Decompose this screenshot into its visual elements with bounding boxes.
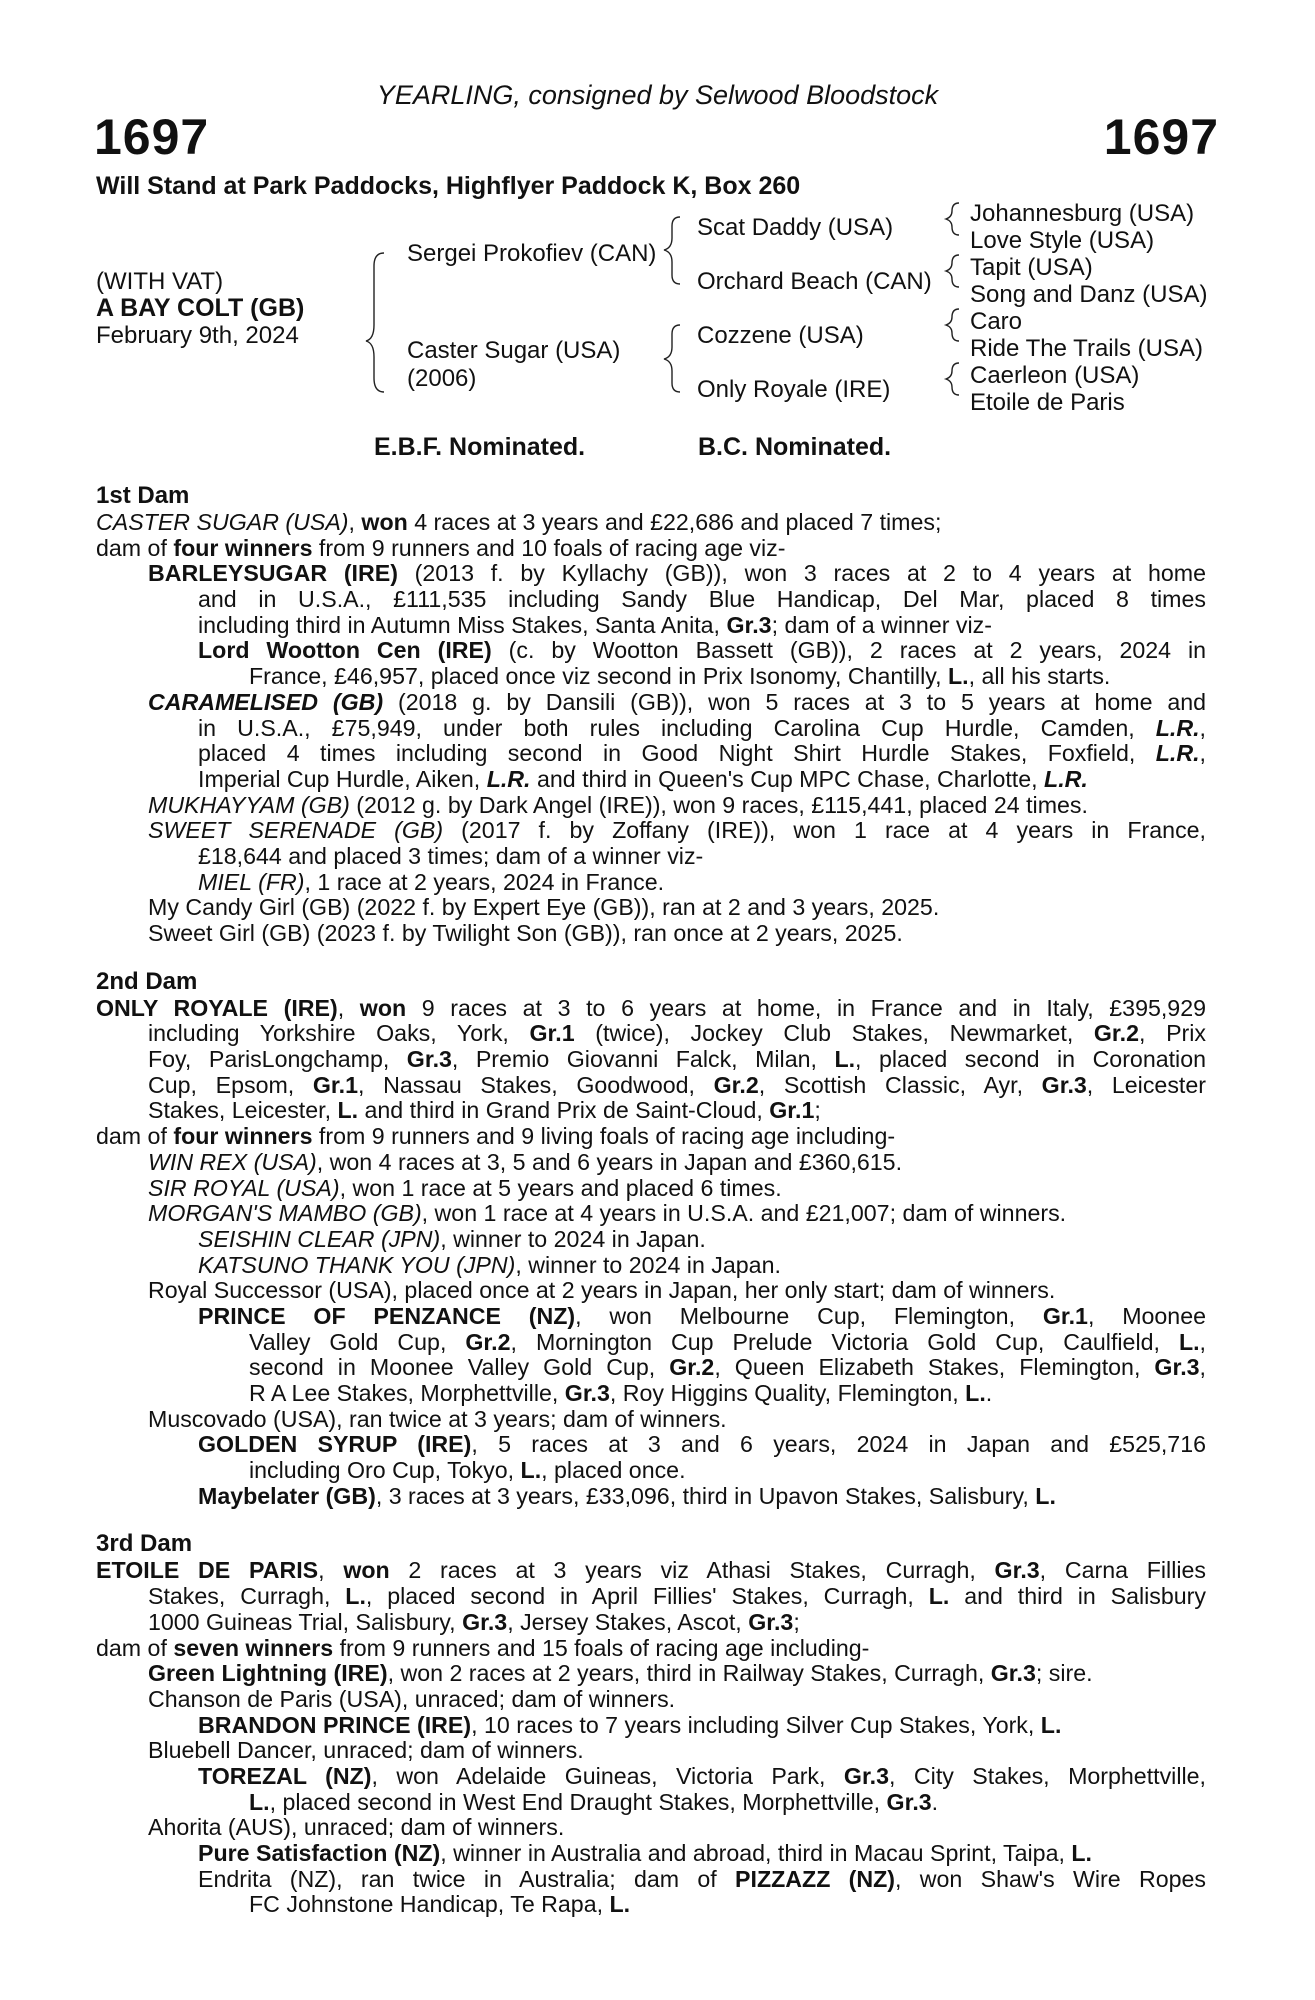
record-line <box>148 1176 1206 1202</box>
emphasis-run: SEISHIN CLEAR (JPN) <box>198 1225 441 1252</box>
emphasis-run: won <box>361 509 408 535</box>
text-run: R A Lee Stakes, Morphettville, <box>249 1380 565 1406</box>
emphasis-run: CASTER SUGAR (USA) <box>96 509 349 535</box>
emphasis-run: Gr.3 <box>990 1660 1036 1687</box>
emphasis-run: L. <box>609 1891 631 1918</box>
record-line <box>148 1687 1206 1713</box>
record-line <box>148 895 1206 921</box>
gen3-8: Etoile de Paris <box>970 389 1125 416</box>
record-line <box>249 1330 1206 1356</box>
text-run: , <box>1199 1328 1206 1355</box>
horse-name: A BAY COLT (GB) <box>96 294 305 322</box>
record-line <box>198 638 1206 664</box>
text-run: France, £46,957, placed once viz second in Prix Isonomy, Chantilly, <box>249 663 948 690</box>
text-run: , won Adelaide Guineas, Victoria Park, <box>371 1762 844 1789</box>
emphasis-run: SIR ROYAL (USA) <box>148 1174 340 1201</box>
text-run: including third in Autumn Miss Stakes, Santa Anita, <box>198 611 727 638</box>
emphasis-run: L.R. <box>1155 740 1200 767</box>
record-line <box>148 921 1206 947</box>
vat-note: (WITH VAT) <box>96 268 224 295</box>
emphasis-run: PRINCE OF PENZANCE (NZ) <box>198 1302 576 1329</box>
record-line <box>96 1124 1206 1150</box>
text-run: 2 races at 3 years viz Athasi Stakes, Curragh, <box>389 1557 995 1584</box>
lot-number-right: 1697 <box>1103 109 1219 165</box>
text-run: 9 races at 3 to 6 years at home, in France and in Italy, £395,929 <box>406 994 1206 1021</box>
text-run: (2017 f. by Zoffany (IRE)), won 1 race at 4 years in France, <box>443 817 1207 844</box>
gen3-7: Caerleon (USA) <box>970 362 1140 389</box>
text-run: , Roy Higgins Quality, Flemington, <box>609 1380 966 1406</box>
record-line <box>148 690 1206 716</box>
text-run: , Prix <box>1139 1020 1207 1047</box>
record-line <box>198 1304 1206 1330</box>
emphasis-run: L. <box>1035 1482 1056 1509</box>
record-line <box>96 996 1206 1022</box>
dam-year: (2006) <box>407 365 477 392</box>
emphasis-run: Gr.1 <box>1042 1302 1088 1329</box>
text-run: , Carna Fillies <box>1039 1557 1206 1584</box>
emphasis-run: Gr.1 <box>769 1097 815 1124</box>
section-heading: 3rd Dam <box>96 1530 193 1558</box>
record-line <box>148 1407 1206 1433</box>
emphasis-run: Gr.3 <box>406 1046 452 1073</box>
record-line <box>148 1278 1206 1304</box>
emphasis-run: L. <box>1040 1711 1062 1738</box>
record-line <box>148 1661 1206 1687</box>
text-run: Sweet Girl (GB) (2023 f. by Twilight Son (GB)), ran once at 2 years, 2025. <box>148 920 903 946</box>
emphasis-run: Gr.3 <box>1041 1071 1087 1098</box>
record-line <box>96 510 1206 536</box>
text-run: , City Stakes, Morphettville, <box>889 1762 1206 1789</box>
text-run: , 5 races at 3 and 6 years, 2024 in Japan and £525,716 <box>471 1431 1206 1458</box>
text-run: Bluebell Dancer, unraced; dam of winners. <box>148 1737 584 1764</box>
record-line <box>249 1381 1206 1407</box>
record-line <box>96 536 1206 562</box>
text-run: and third in Grand Prix de Saint-Cloud, <box>358 1097 770 1124</box>
text-run: , won 1 race at 4 years in U.S.A. and £21,007; dam of winners. <box>421 1200 1067 1227</box>
emphasis-run: Gr.2 <box>713 1071 759 1098</box>
bc-nominated: B.C. Nominated. <box>698 433 892 461</box>
emphasis-run: seven winners <box>173 1634 334 1661</box>
text-run: (2013 f. by Kyllachy (GB)), won 3 races at 2 to 4 years at home <box>397 560 1206 587</box>
text-run: Muscovado (USA), ran twice at 3 years; dam of winners. <box>148 1405 727 1432</box>
text-run: , won Shaw's Wire Ropes <box>895 1865 1206 1892</box>
text-run: from 9 runners and 10 foals of racing age viz- <box>312 534 786 561</box>
text-run: from 9 runners and 9 living foals of racing age including- <box>312 1123 896 1150</box>
record-line <box>198 844 1206 870</box>
gen3-1: Johannesburg (USA) <box>970 200 1195 227</box>
emphasis-run: L. <box>337 1097 359 1124</box>
record-line <box>198 1713 1206 1739</box>
text-run: dam of <box>96 534 174 561</box>
emphasis-run: MORGAN'S MAMBO (GB) <box>148 1200 422 1227</box>
record-line <box>198 1841 1206 1867</box>
text-run: dam of <box>96 1123 174 1150</box>
record-line <box>148 1584 1206 1610</box>
text-run: and third in Queen's Cup MPC Chase, Charlotte, <box>530 765 1045 792</box>
emphasis-run: Gr.1 <box>529 1020 575 1047</box>
emphasis-run: MUKHAYYAM (GB) <box>148 791 350 818</box>
emphasis-run: SWEET SERENADE (GB) <box>148 817 444 844</box>
text-run: dam of <box>96 1634 174 1661</box>
record-line <box>148 1738 1206 1764</box>
text-run: , placed once. <box>541 1457 686 1484</box>
record-line <box>148 1073 1206 1099</box>
text-run: , <box>348 509 362 535</box>
text-run: Imperial Cup Hurdle, Aiken, <box>198 765 487 792</box>
record-line <box>148 1610 1206 1636</box>
text-run: including Yorkshire Oaks, York, <box>148 1020 530 1047</box>
emphasis-run: Gr.2 <box>669 1354 715 1381</box>
text-run: , Moonee <box>1087 1302 1206 1329</box>
record-line <box>96 1558 1206 1584</box>
gen3-4: Song and Danz (USA) <box>970 281 1208 308</box>
emphasis-run: Gr.3 <box>748 1608 794 1635</box>
emphasis-run: Pure Satisfaction (NZ) <box>198 1840 441 1866</box>
emphasis-run: Green Lightning (IRE) <box>148 1660 388 1687</box>
emphasis-run: L. <box>928 1583 950 1610</box>
emphasis-run: Gr.1 <box>312 1071 359 1098</box>
text-run: , <box>318 1557 344 1584</box>
gen3-3: Tapit (USA) <box>970 254 1093 281</box>
emphasis-run: BARLEYSUGAR (IRE) <box>148 560 398 587</box>
text-run: , winner to 2024 in Japan. <box>515 1251 781 1278</box>
record-line <box>198 613 1206 639</box>
text-run: ; sire. <box>1035 1660 1093 1687</box>
text-run: , Nassau Stakes, Goodwood, <box>358 1071 714 1098</box>
text-run: and in U.S.A., £111,535 including Sandy Blue Handicap, Del Mar, placed 8 times <box>198 586 1206 613</box>
emphasis-run: WIN REX (USA) <box>148 1148 317 1175</box>
text-run: , <box>337 994 360 1021</box>
emphasis-run: L. <box>948 663 969 690</box>
record-line <box>198 741 1206 767</box>
text-run: 1000 Guineas Trial, Salisbury, <box>148 1608 463 1635</box>
text-run: including Oro Cup, Tokyo, <box>249 1457 521 1484</box>
record-line <box>148 1047 1206 1073</box>
record-line <box>198 1867 1206 1893</box>
stand-location: Will Stand at Park Paddocks, Highflyer Paddock K, Box 260 <box>96 172 801 200</box>
emphasis-run: L. <box>520 1457 542 1484</box>
sire: Sergei Prokofiev (CAN) <box>407 240 657 267</box>
record-line <box>148 1150 1206 1176</box>
gen3-5: Caro <box>970 308 1023 335</box>
text-run: Foy, ParisLongchamp, <box>148 1046 407 1073</box>
record-line <box>198 1432 1206 1458</box>
emphasis-run: ETOILE DE PARIS <box>96 1557 319 1584</box>
emphasis-run: L. <box>345 1583 366 1610</box>
emphasis-run: L.R. <box>1155 714 1200 741</box>
text-run: ; dam of a winner viz- <box>771 611 992 638</box>
text-run: ; <box>793 1608 800 1635</box>
text-run: , <box>1199 714 1206 741</box>
emphasis-run: TOREZAL (NZ) <box>198 1762 372 1789</box>
record-line <box>148 793 1206 819</box>
emphasis-run: L.R. <box>1044 765 1088 792</box>
text-run: second in Moonee Valley Gold Cup, <box>249 1354 670 1381</box>
emphasis-run: Gr.3 <box>564 1380 610 1406</box>
record-line <box>249 1892 1206 1918</box>
record-line <box>249 1458 1206 1484</box>
text-run: ; <box>814 1097 821 1124</box>
text-run: £18,644 and placed 3 times; dam of a winner viz- <box>198 842 704 869</box>
lot-number-left: 1697 <box>94 109 210 165</box>
text-run: , Scottish Classic, Ayr, <box>758 1071 1042 1098</box>
emphasis-run: BRANDON PRINCE (IRE) <box>198 1711 472 1738</box>
text-run: (twice), Jockey Club Stakes, Newmarket, <box>574 1020 1094 1047</box>
emphasis-run: Gr.2 <box>465 1328 511 1355</box>
text-run: , won Melbourne Cup, Flemington, <box>575 1302 1043 1329</box>
record-line <box>249 1790 1206 1816</box>
text-run: , placed second in April Fillies' Stakes, Curragh, <box>365 1583 929 1610</box>
emphasis-run: four winners <box>173 534 313 561</box>
record-line <box>198 767 1206 793</box>
text-run: , won 4 races at 3, 5 and 6 years in Japan and £360,615. <box>316 1148 903 1175</box>
text-run: , <box>1199 740 1206 767</box>
emphasis-run: Maybelater (GB) <box>198 1482 376 1509</box>
text-run: , <box>1199 1354 1206 1381</box>
emphasis-run: Gr.3 <box>726 611 772 638</box>
text-run: Ahorita (AUS), unraced; dam of winners. <box>148 1814 565 1841</box>
emphasis-run: Gr.3 <box>1154 1354 1200 1381</box>
text-run: in U.S.A., £75,949, under both rules including Carolina Cup Hurdle, Camden, <box>198 714 1156 741</box>
emphasis-run: Gr.3 <box>994 1557 1040 1584</box>
text-run: (c. by Wootton Bassett (GB)), 2 races at 2 years, 2024 in <box>491 637 1207 664</box>
emphasis-run: four winners <box>173 1123 313 1150</box>
record-line <box>148 1021 1206 1047</box>
emphasis-run: L. <box>965 1380 986 1406</box>
emphasis-run: CARAMELISED (GB) <box>148 688 384 715</box>
text-run: , Leicester <box>1086 1071 1206 1098</box>
emphasis-run: MIEL (FR) <box>198 868 305 895</box>
text-run: My Candy Girl (GB) (2022 f. by Expert Eye (GB)), ran at 2 and 3 years, 2025. <box>148 894 940 921</box>
text-run: , placed second in Coronation <box>855 1046 1206 1073</box>
text-run: , all his starts. <box>968 663 1111 690</box>
section-heading: 2nd Dam <box>96 967 198 995</box>
emphasis-run: Gr.3 <box>843 1762 890 1789</box>
record-line <box>148 1815 1206 1841</box>
record-line <box>249 1355 1206 1381</box>
text-run: Cup, Epsom, <box>148 1071 313 1098</box>
emphasis-run: L. <box>834 1046 856 1073</box>
record-line <box>198 1764 1206 1790</box>
emphasis-run: Gr.2 <box>1093 1020 1140 1047</box>
text-run: , Jersey Stakes, Ascot, <box>507 1608 749 1635</box>
record-line <box>198 587 1206 613</box>
text-run: Royal Successor (USA), placed once at 2 years in Japan, her only start; dam of winners. <box>148 1277 1056 1304</box>
produce-record <box>96 482 1206 1918</box>
emphasis-run: L. <box>249 1788 270 1815</box>
record-line <box>148 818 1206 844</box>
record-line <box>249 664 1206 690</box>
dam-section <box>96 968 1206 1510</box>
emphasis-run: won <box>359 994 407 1021</box>
text-run: placed 4 times including second in Good Night Shirt Hurdle Stakes, Foxfield, <box>198 740 1156 767</box>
text-run: . <box>931 1788 939 1815</box>
emphasis-run: L. <box>1178 1328 1200 1355</box>
record-line <box>148 1201 1206 1227</box>
text-run: , Mornington Cup Prelude Victoria Gold Cup, Caulfield, <box>510 1328 1179 1355</box>
text-run: , 10 races to 7 years including Silver Cup Stakes, York, <box>471 1711 1041 1738</box>
text-run: Stakes, Curragh, <box>148 1583 346 1610</box>
gen3-6: Ride The Trails (USA) <box>970 335 1203 362</box>
emphasis-run: L.R. <box>486 765 531 792</box>
dam-sire: Cozzene (USA) <box>697 322 864 349</box>
gen3-2: Love Style (USA) <box>970 227 1155 254</box>
record-line <box>198 1253 1206 1279</box>
text-run: , Queen Elizabeth Stakes, Flemington, <box>714 1354 1155 1381</box>
emphasis-run: Gr.3 <box>462 1608 508 1635</box>
record-line <box>96 1636 1206 1662</box>
text-run: . <box>985 1380 993 1406</box>
text-run: FC Johnstone Handicap, Te Rapa, <box>249 1891 610 1918</box>
text-run: (2018 g. by Dansili (GB)), won 5 races at 3 to 5 years at home and <box>383 688 1207 715</box>
ebf-nominated: E.B.F. Nominated. <box>374 433 586 461</box>
text-run: , Premio Giovanni Falck, Milan, <box>451 1046 835 1073</box>
dam-dam: Only Royale (IRE) <box>697 376 891 403</box>
text-run: from 9 runners and 15 foals of racing age including- <box>333 1634 870 1661</box>
sire-sire: Scat Daddy (USA) <box>697 214 894 241</box>
dam-section <box>96 482 1206 947</box>
text-run: , winner in Australia and abroad, third in Macau Sprint, Taipa, <box>440 1840 1072 1866</box>
record-line <box>198 716 1206 742</box>
emphasis-run: GOLDEN SYRUP (IRE) <box>198 1431 472 1458</box>
text-run: , 3 races at 3 years, £33,096, third in Upavon Stakes, Salisbury, <box>375 1482 1036 1509</box>
emphasis-run: PIZZAZZ (NZ) <box>735 1865 896 1892</box>
text-run: Valley Gold Cup, <box>249 1328 466 1355</box>
emphasis-run: ONLY ROYALE (IRE) <box>96 994 338 1021</box>
emphasis-run: Gr.3 <box>886 1788 932 1815</box>
text-run: , won 2 races at 2 years, third in Railway Stakes, Curragh, <box>387 1660 991 1687</box>
record-line <box>148 1098 1206 1124</box>
foaling-date: February 9th, 2024 <box>96 322 299 349</box>
sire-dam: Orchard Beach (CAN) <box>697 268 932 295</box>
record-line <box>148 561 1206 587</box>
text-run: Chanson de Paris (USA), unraced; dam of winners. <box>148 1685 676 1712</box>
record-line <box>198 1227 1206 1253</box>
emphasis-run: L. <box>1071 1840 1092 1866</box>
dam: Caster Sugar (USA) <box>407 337 621 364</box>
text-run: , won 1 race at 5 years and placed 6 times. <box>339 1174 782 1201</box>
text-run: , placed second in West End Draught Stakes, Morphettville, <box>269 1788 887 1815</box>
lot-type: YEARLING, consigned by Selwood Bloodstock <box>376 80 939 110</box>
emphasis-run: Lord Wootton Cen (IRE) <box>198 637 492 664</box>
text-run: 4 races at 3 years and £22,686 and placed 7 times; <box>407 509 942 535</box>
record-line <box>198 870 1206 896</box>
emphasis-run: won <box>343 1557 390 1584</box>
emphasis-run: KATSUNO THANK YOU (JPN) <box>198 1251 516 1278</box>
text-run: , winner to 2024 in Japan. <box>440 1225 706 1252</box>
text-run: , 1 race at 2 years, 2024 in France. <box>304 868 665 895</box>
text-run: Endrita (NZ), ran twice in Australia; dam of <box>198 1865 736 1892</box>
section-heading: 1st Dam <box>96 482 190 509</box>
dam-section <box>96 1530 1206 1918</box>
text-run: and third in Salisbury <box>949 1583 1207 1610</box>
text-run: (2012 g. by Dark Angel (IRE)), won 9 races, £115,441, placed 24 times. <box>349 791 1088 818</box>
record-line <box>198 1484 1206 1510</box>
text-run: Stakes, Leicester, <box>148 1097 338 1124</box>
